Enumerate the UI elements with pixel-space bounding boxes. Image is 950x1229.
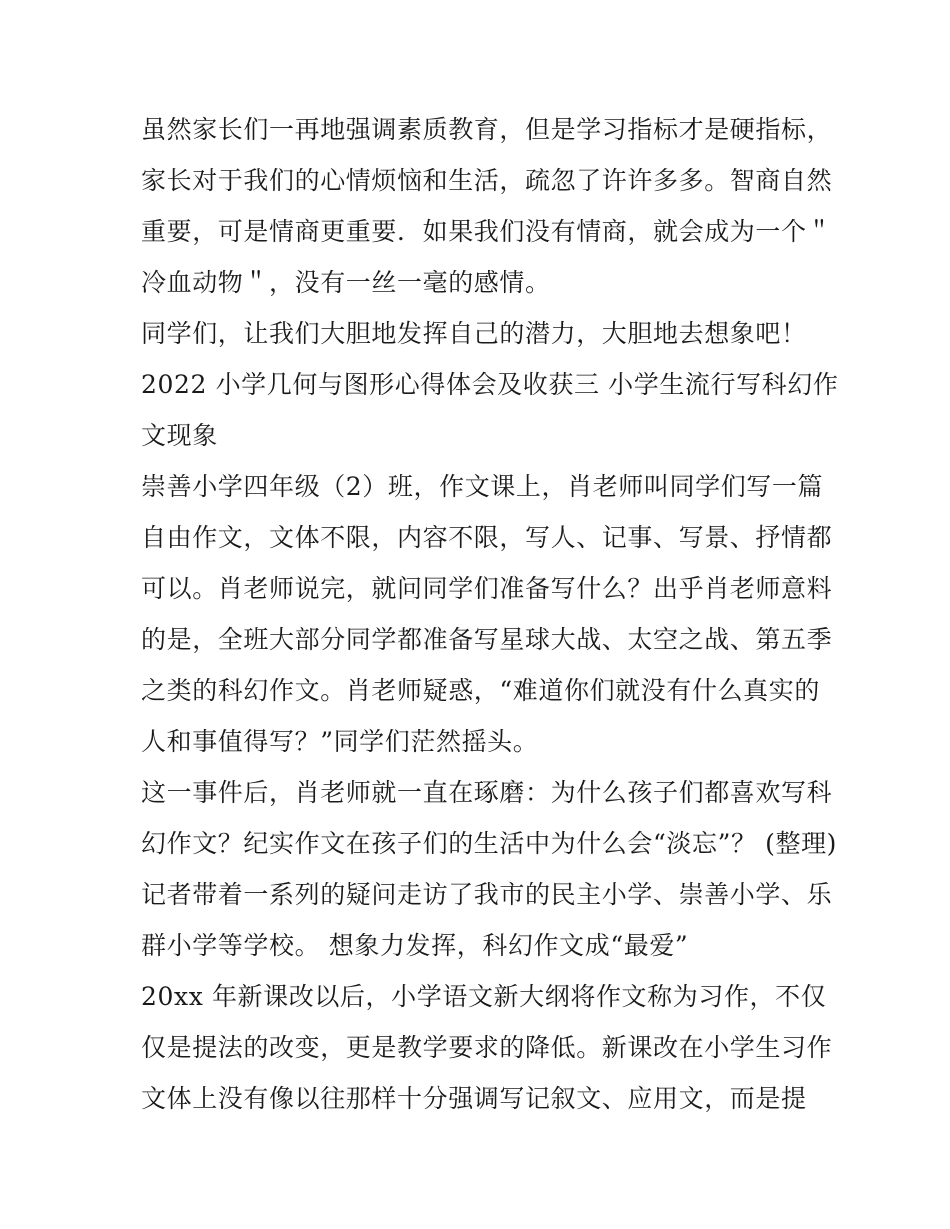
text-line: 仅是提法的改变，更是教学要求的降低。新课改在小学生习作 xyxy=(141,1033,833,1062)
document-body xyxy=(141,104,839,1124)
text-line: 的是，全班大部分同学都准备写星球大战、太空之战、第五季 xyxy=(141,625,833,654)
text-line: 崇善小学四年级（2）班，作文课上，肖老师叫同学们写一篇 xyxy=(141,472,824,501)
text-line: 记者带着一系列的疑问走访了我市的民主小学、崇善小学、乐 xyxy=(141,880,833,909)
text-line: 这一事件后，肖老师就一直在琢磨：为什么孩子们都喜欢写科 xyxy=(141,778,833,807)
text-line: 群小学等学校。 想象力发挥，科幻作文成“最爱” xyxy=(141,931,689,960)
text-line: 冷血动物＂，没有一丝一毫的感情。 xyxy=(141,268,551,297)
text-line: 20xx 年新课改以后，小学语文新大纲将作文称为习作，不仅 xyxy=(141,982,827,1011)
text-line: 同学们，让我们大胆地发挥自己的潜力，大胆地去想象吧！ xyxy=(141,319,807,348)
text-line: 之类的科幻作文。肖老师疑惑，“难道你们就没有什么真实的 xyxy=(141,676,820,705)
text-line: 重要，可是情商更重要．如果我们没有情商，就会成为一个＂ xyxy=(141,217,833,246)
text-line: 人和事值得写？”同学们茫然摇头。 xyxy=(141,727,539,756)
heading-line: 文现象 xyxy=(141,421,218,450)
text-line: 虽然家长们一再地强调素质教育，但是学习指标才是硬指标， xyxy=(141,115,833,144)
text-line: 可以。肖老师说完，就问同学们准备写什么？出乎肖老师意料 xyxy=(141,574,833,603)
text-line: 自由作文，文体不限，内容不限，写人、记事、写景、抒情都 xyxy=(141,523,833,552)
heading-line: 2022 小学几何与图形心得体会及收获三 小学生流行写科幻作 xyxy=(141,370,839,399)
text-line: 幻作文？纪实作文在孩子们的生活中为什么会“淡忘”？ (整理) xyxy=(141,829,838,858)
text-line: 文体上没有像以往那样十分强调写记叙文、应用文，而是提 xyxy=(141,1084,807,1113)
text-line: 家长对于我们的心情烦恼和生活，疏忽了许许多多。智商自然 xyxy=(141,166,833,195)
